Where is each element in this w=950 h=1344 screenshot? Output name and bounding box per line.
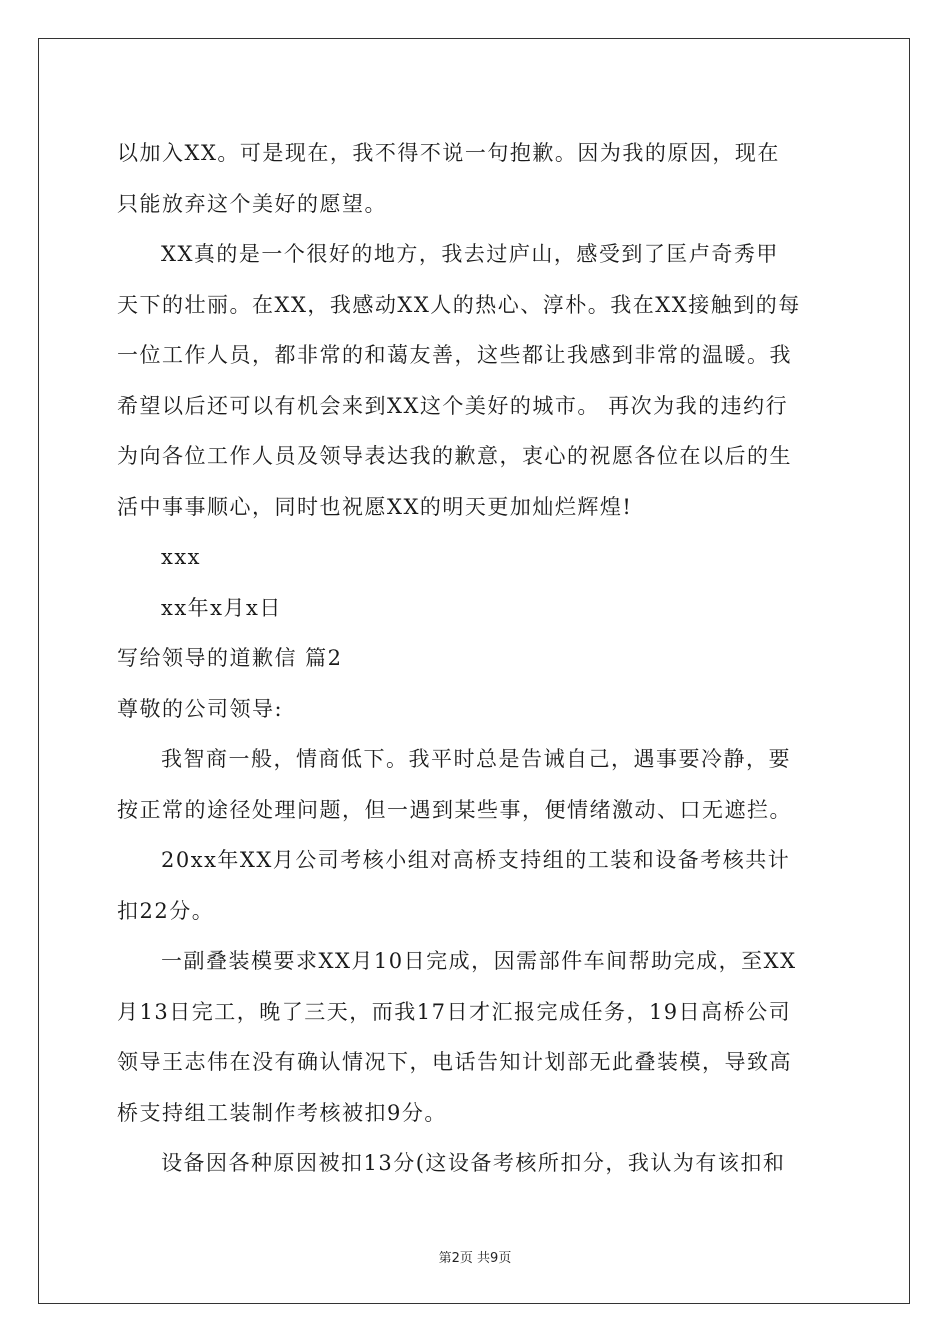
paragraph-start-line: XX真的是一个很好的地方，我去过庐山，感受到了匡卢奇秀甲 bbox=[161, 242, 779, 266]
paragraph-start-line: 我智商一般，情商低下。我平时总是告诫自己，遇事要冷静，要 bbox=[161, 747, 791, 771]
text-line: 一位工作人员，都非常的和蔼友善，这些都让我感到非常的温暖。我 bbox=[117, 343, 792, 367]
text-line: 只能放弃这个美好的愿望。 bbox=[117, 191, 387, 216]
paragraph-start-line: 一副叠装模要求XX月10日完成，因需部件车间帮助完成，至XX bbox=[161, 949, 797, 973]
text-line: 扣22分。 bbox=[117, 898, 215, 923]
text-line: 希望以后还可以有机会来到XX这个美好的城市。 再次为我的违约行 bbox=[117, 393, 789, 418]
document-body bbox=[117, 128, 833, 1189]
text-line: 领导王志伟在没有确认情况下，电话告知计划部无此叠装模，导致高 bbox=[117, 1050, 792, 1074]
signature-name: xxx bbox=[161, 545, 202, 569]
text-line: 桥支持组工装制作考核被扣9分。 bbox=[117, 1100, 447, 1125]
section-heading: 写给领导的道歉信 篇2 bbox=[117, 646, 343, 670]
paragraph-start-line: 设备因各种原因被扣13分(这设备考核所扣分，我认为有该扣和 bbox=[161, 1151, 786, 1175]
page-footer: 第2页 共9页 bbox=[438, 1251, 512, 1266]
text-line: 月13日完工，晚了三天，而我17日才汇报完成任务，19日高桥公司 bbox=[117, 999, 792, 1024]
paragraph-start-line: 20xx年XX月公司考核小组对高桥支持组的工装和设备考核共计 bbox=[161, 848, 791, 872]
text-line: 以加入XX。可是现在，我不得不说一句抱歉。因为我的原因，现在 bbox=[117, 141, 780, 165]
text-line: 天下的壮丽。在XX，我感动XX人的热心、淳朴。我在XX接触到的每 bbox=[117, 292, 801, 317]
text-line: 活中事事顺心，同时也祝愿XX的明天更加灿烂辉煌! bbox=[117, 494, 633, 519]
signature-date: xx年x月x日 bbox=[161, 595, 282, 620]
text-line: 按正常的途径处理问题，但一遇到某些事，便情绪激动、口无遮拦。 bbox=[117, 797, 792, 822]
salutation: 尊敬的公司领导: bbox=[117, 696, 284, 721]
text-line: 为向各位工作人员及领导表达我的歉意，衷心的祝愿各位在以后的生 bbox=[117, 444, 792, 468]
